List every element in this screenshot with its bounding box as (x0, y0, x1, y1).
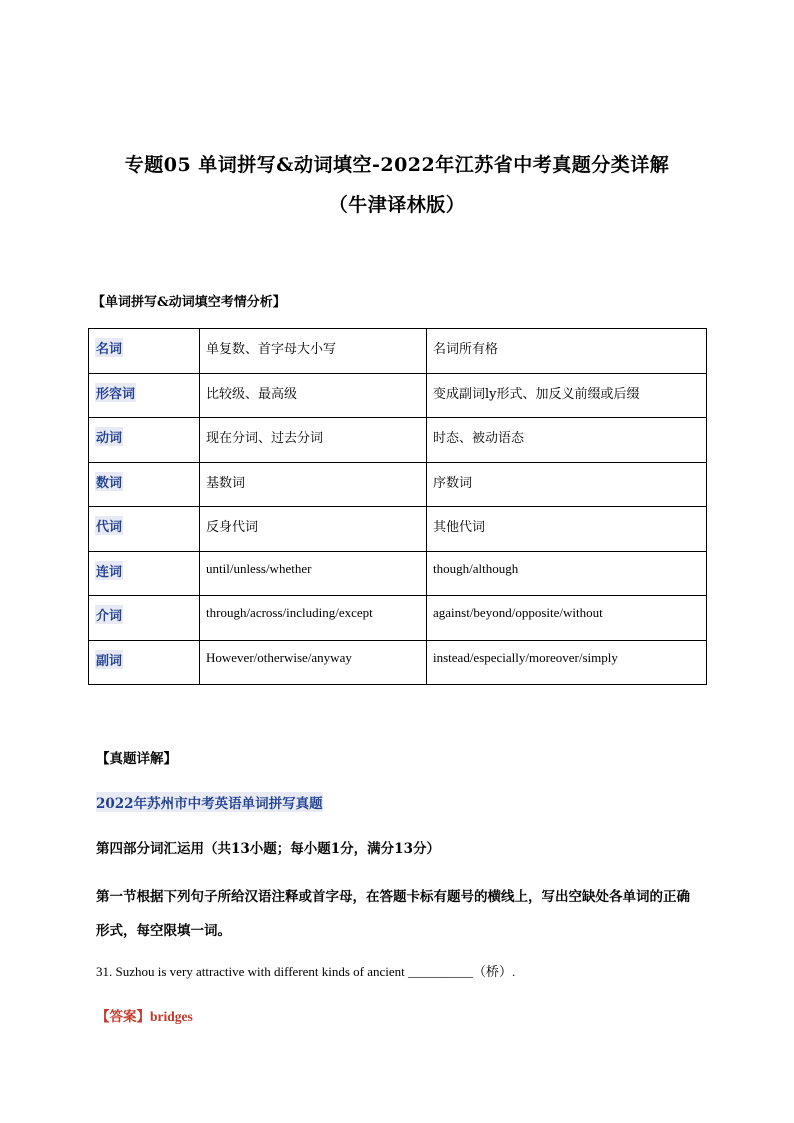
table-row (89, 596, 707, 641)
table-row (89, 507, 707, 552)
answer-value: bridges (150, 1009, 193, 1024)
section-heading: 【真题详解】 (96, 751, 177, 767)
table-cell (89, 462, 200, 507)
table-cell (89, 551, 200, 596)
grammar-analysis-table (88, 328, 707, 685)
table-cell (89, 596, 200, 641)
category-label: 介词 (95, 605, 123, 624)
table-cell: 比较级、最高级 (200, 373, 427, 418)
table-row (89, 418, 707, 463)
table-cell: 单复数、首字母大小写 (200, 329, 427, 374)
table-cell: against/beyond/opposite/without (427, 596, 707, 641)
table-cell: through/across/including/except (200, 596, 427, 641)
answer-label: 【答案】 (96, 1009, 150, 1025)
table-cell: though/although (427, 551, 707, 596)
table-row (89, 640, 707, 685)
table-row (89, 373, 707, 418)
table-cell: 序数词 (427, 462, 707, 507)
table-cell: However/otherwise/anyway (200, 640, 427, 685)
category-label: 数词 (95, 472, 123, 491)
analysis-heading: 【单词拼写&动词填空考情分析】 (92, 295, 286, 310)
table-row (89, 329, 707, 374)
exam-heading: 2022年苏州市中考英语单词拼写真题 (96, 792, 323, 812)
table-cell (89, 418, 200, 463)
answer-line (96, 1005, 193, 1025)
table-cell: 现在分词、过去分词 (200, 418, 427, 463)
part-heading: 第四部分词汇运用（共13小题；每小题1分，满分13分） (96, 841, 440, 857)
table-cell: 变成副词ly形式、加反义前缀或后缀 (427, 373, 707, 418)
category-label: 形容词 (95, 383, 136, 402)
table-row (89, 551, 707, 596)
table-cell: 时态、被动语态 (427, 418, 707, 463)
category-label: 动词 (95, 427, 123, 446)
instruction-text: 第一节根据下列句子所给汉语注释或首字母，在答题卡标有题号的横线上，写出空缺处各单词的正确形式，每空限填一词。 (96, 889, 690, 939)
category-label: 代词 (95, 516, 123, 535)
table-cell: 反身代词 (200, 507, 427, 552)
category-label: 名词 (95, 338, 123, 357)
table-cell (89, 373, 200, 418)
table-cell (89, 507, 200, 552)
table-cell: instead/especially/moreover/simply (427, 640, 707, 685)
table-row (89, 462, 707, 507)
question-31: 31. Suzhou is very attractive with different kinds of ancient __________（桥）. (96, 964, 516, 979)
table-cell: until/unless/whether (200, 551, 427, 596)
category-label: 副词 (95, 650, 123, 669)
table-cell: 其他代词 (427, 507, 707, 552)
document-subtitle: （牛津译林版） (328, 194, 466, 216)
table-cell: 基数词 (200, 462, 427, 507)
table-cell (89, 329, 200, 374)
table-cell: 名词所有格 (427, 329, 707, 374)
table-cell (89, 640, 200, 685)
document-title: 专题05 单词拼写&动词填空-2022年江苏省中考真题分类详解 (124, 154, 670, 176)
category-label: 连词 (95, 561, 123, 580)
